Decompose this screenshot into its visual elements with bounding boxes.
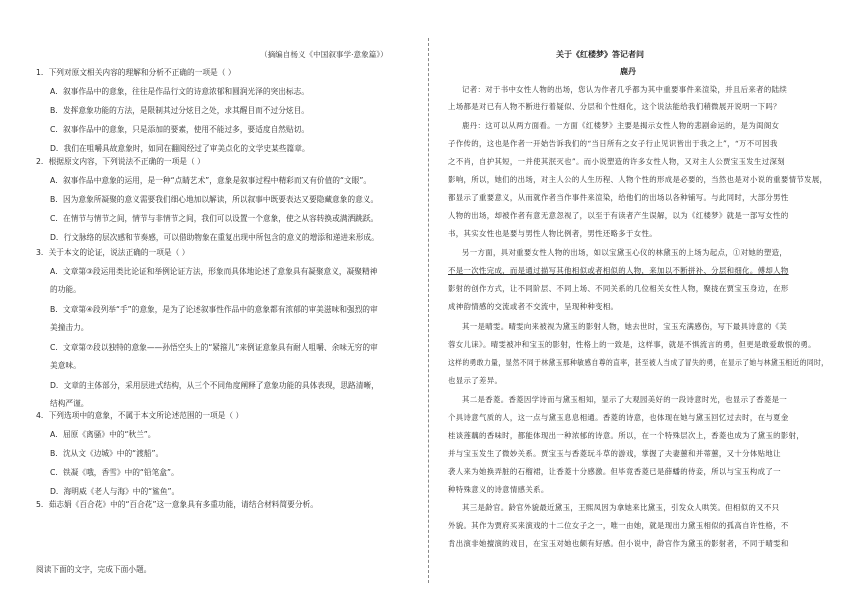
q2-option-b: B．因为意象所凝聚的意义需要我们细心地加以解读，所以叙事中既要表达又要隐藏意象的意义。 bbox=[50, 195, 379, 204]
paragraph-line-underlined: 不是一次性完成，而是通过描写其他相似或者相似的人物，来加以不断拼补、分层和细化。傅却人物 bbox=[448, 266, 789, 275]
paragraph-line: 鹿丹：这可以从两方面看。一方面《红楼梦》主要是揭示女性人物的悲剧命运的，是为闺阁女 bbox=[462, 121, 780, 130]
paragraph-line: 记者：对于书中女性人物的出场，您认为作者几乎都为其中重要事件来渲染，并且后来者的陆续 bbox=[462, 85, 788, 94]
paragraph-line: 都显示了重要意义，从而就作者当作事件来渲染，给他们的出场以各种铺写。与此同时，大部分男性 bbox=[448, 193, 789, 202]
reading-instruction: 阅读下面的文字，完成下面小题。 bbox=[36, 565, 152, 574]
paragraph-line: 个具诗意气质的人，这一点与黛玉息息相通。香菱的诗意，也体现在她与黛玉回忆过去时，在与夏金 bbox=[448, 413, 789, 422]
q1-option-a: A．叙事作品中的意象，往往是作品行文的诗意浓郁和圆润光泽的突出标志。 bbox=[50, 87, 309, 96]
q3-option-d-line1: D．文章的主体部分，采用层进式结构，从三个不同角度阐释了意象功能的具体表现，思路清晰， bbox=[50, 381, 379, 390]
paragraph-line: 也显示了差异。 bbox=[448, 376, 503, 385]
q3-option-b-line2: 美撞击力。 bbox=[50, 323, 89, 332]
q3-option-c-line2: 美意味。 bbox=[50, 361, 81, 370]
paragraph-line: 肯出演非她擅演的戏目，在宝玉对她也颇有好感。但小说中，龄官作为黛玉的影射者，不同于晴雯和 bbox=[448, 539, 789, 548]
q3-option-c-line1: C．文章第⑦段以独特的意象——孙悟空头上的“紧箍儿”来例证意象具有耐人咀嚼、余味无穷的审 bbox=[50, 343, 378, 352]
paragraph-line: 影响，所以，她们的出场，对主人公的人生历程、人物个性的形成是必要的，当然也是对小说的重要情节发展， bbox=[448, 175, 828, 184]
q4-option-d: D．海明威《老人与海》中的“鲨鱼”。 bbox=[50, 487, 180, 496]
paragraph-line: 其三是龄官。龄官外貌最近黛玉，王熙凤因为拿她来比黛玉，引发众人哄笑。但相似的又不只 bbox=[462, 503, 780, 512]
q3-option-b-line1: B．文章第④段列举“手”的意象，是为了论述叙事性作品中的意象都有浓郁的审美滋味和强烈的审 bbox=[50, 305, 378, 314]
q2-option-d: D．行文脉络的层次感和节奏感，可以借助物象在重复出现中所包含的意义的增添和递进来形成。 bbox=[50, 233, 379, 242]
paragraph-line: 另一方面，具对重要女性人物的出场，如以宝黛玉心仪的林黛玉的上场为起点，①对她的塑造， bbox=[462, 248, 788, 257]
q1-option-c: C．叙事作品中的意象，只是添加的要素，使用不能过多，要适度自然贴切。 bbox=[50, 125, 310, 134]
paragraph-line: 并与宝玉发生了微妙关系。贾宝玉与香菱玩斗草的游戏，掌握了夫妻蕙和并蒂蕙，又十分体贴地让 bbox=[448, 449, 781, 458]
paragraph-line: 书，其实女性也是要与男性人物比例者，男性还略多于女性。 bbox=[448, 229, 657, 238]
paragraph-line: 这样的勇敢力量，显然不同于林黛玉那种敏感自尊的直率，甚至被人当成了冒失的勇，在显示了她与林黛玉相近的同时， bbox=[448, 358, 829, 367]
q1-option-d: D．我们在咀嚼具故意象时，如同在翻阅经过了审美点化的文学史某些篇章。 bbox=[50, 144, 310, 153]
paragraph-line: 种特殊意义的诗意情感关系。 bbox=[448, 485, 549, 494]
paragraph-line: 其一是晴雯。晴雯向来被视为黛玉的影射人物，她去世时，宝玉充满感伤，写下最具诗意的《芙 bbox=[462, 322, 788, 331]
q3-option-a-line2: 的功能。 bbox=[50, 285, 81, 294]
q2-option-c: C．在情节与情节之间，情节与非情节之间，我们可以设置一个意象，使之从容转换或满洒跳跃。 bbox=[50, 214, 379, 223]
q3-option-d-line2: 结构严谨。 bbox=[50, 399, 89, 408]
paragraph-line: 袭人来为她换弄脏的石榴裙，让香菱十分感激。但毕竟香菱已是薛蟠的侍妾，所以与宝玉构成了一 bbox=[448, 467, 781, 476]
column-divider bbox=[428, 38, 429, 583]
paragraph-line: 蓉女儿诔》。晴雯被冲和宝玉的影射，性格上的一致是，这样事，就是不惧流言的勇，但更是敢爱敢恨的勇。 bbox=[448, 340, 816, 349]
question-4: 4．下列选项中的意象，不属于本文所论述范围的一项是（ ） bbox=[36, 411, 244, 420]
paragraph-line: 子作传的，这也是作者一开始告诉我们的“当日所有之女子行止见识皆出于我之上”，“万不可因我 bbox=[448, 139, 778, 148]
paragraph-line: 影射的创作方式，让不同阶层、不同上场、不同关系的几位相关女性人物，聚拢在贾宝玉身边，在形 bbox=[448, 284, 789, 293]
q2-option-a: A．叙事作品中意象的运用，是一种“点睛艺术”，意象是叙事过程中精彩而又有价值的“文眼”。 bbox=[50, 176, 372, 185]
q1-option-b: B．发挥意象功能的方法，是限制其过分炫目之处，求其醒目而不过分炫目。 bbox=[50, 106, 309, 115]
q3-option-a-line1: A．文章第③段运用类比论证和举例论证方法，形象而具体地论述了意象具有凝聚意义，凝聚精神 bbox=[50, 267, 378, 276]
paragraph-line: 桂谈莲藕的香味时，都能体现出一种浓郁的诗意。所以，在一个特殊层次上，香菱也成为了黛玉的影射， bbox=[448, 431, 805, 440]
q4-option-a: A．屈原《离骚》中的“秋兰”。 bbox=[50, 430, 156, 439]
paragraph-line: 人物的出场，却被作者有意无意忽视了，以至于有读者产生误解，以为《红楼梦》就是一部写女性的 bbox=[448, 211, 789, 220]
question-3: 3．关于本文的论证，说法正确的一项是（ ） bbox=[36, 248, 190, 257]
question-2: 2．根据原文内容，下列说法不正确的一项是（ ） bbox=[36, 157, 205, 166]
question-5: 5．茹志娟《百合花》中的“百合花”这一意象具有多重功能，请结合材料简要分析。 bbox=[36, 500, 318, 509]
q4-option-c: C．铁凝《哦，香雪》中的“铅笔盒”。 bbox=[50, 468, 179, 477]
article-author: 鹿丹 bbox=[620, 66, 636, 76]
paragraph-line: 上场都是对已有人物不断进行着疑似、分层和个性细化，这个说法能给我们稍微展开说明一下吗？ bbox=[448, 102, 781, 111]
source-citation: （摘编自杨义《中国叙事学·意象篇》） bbox=[260, 50, 388, 59]
paragraph-line: 外貌。其作为贾府买来演戏的十二位女子之一，唯一由她，就是现出力黛玉相似的孤高自许性格，不 bbox=[448, 521, 789, 530]
question-1: 1．下列对原文相关内容的理解和分析不正确的一项是（ ） bbox=[36, 68, 236, 77]
paragraph-line: 其二是香菱。香菱因学诗而与黛玉相知，显示了大观园美好的一段诗意时光，也显示了香菱是一 bbox=[462, 395, 788, 404]
paragraph-line: 成神韵情感的交流或者不交流中，呈现种种变相。 bbox=[448, 302, 619, 311]
paragraph-line: 之不肖，自护其短，一并使其泯灭也”。而小说塑造的许多女性人物，又对主人公贾宝玉发生过深刻 bbox=[448, 157, 785, 166]
q4-option-b: B．沈从文《边城》中的“渡船”。 bbox=[50, 449, 164, 458]
article-title: 关于《红楼梦》答记者问 bbox=[556, 49, 644, 59]
